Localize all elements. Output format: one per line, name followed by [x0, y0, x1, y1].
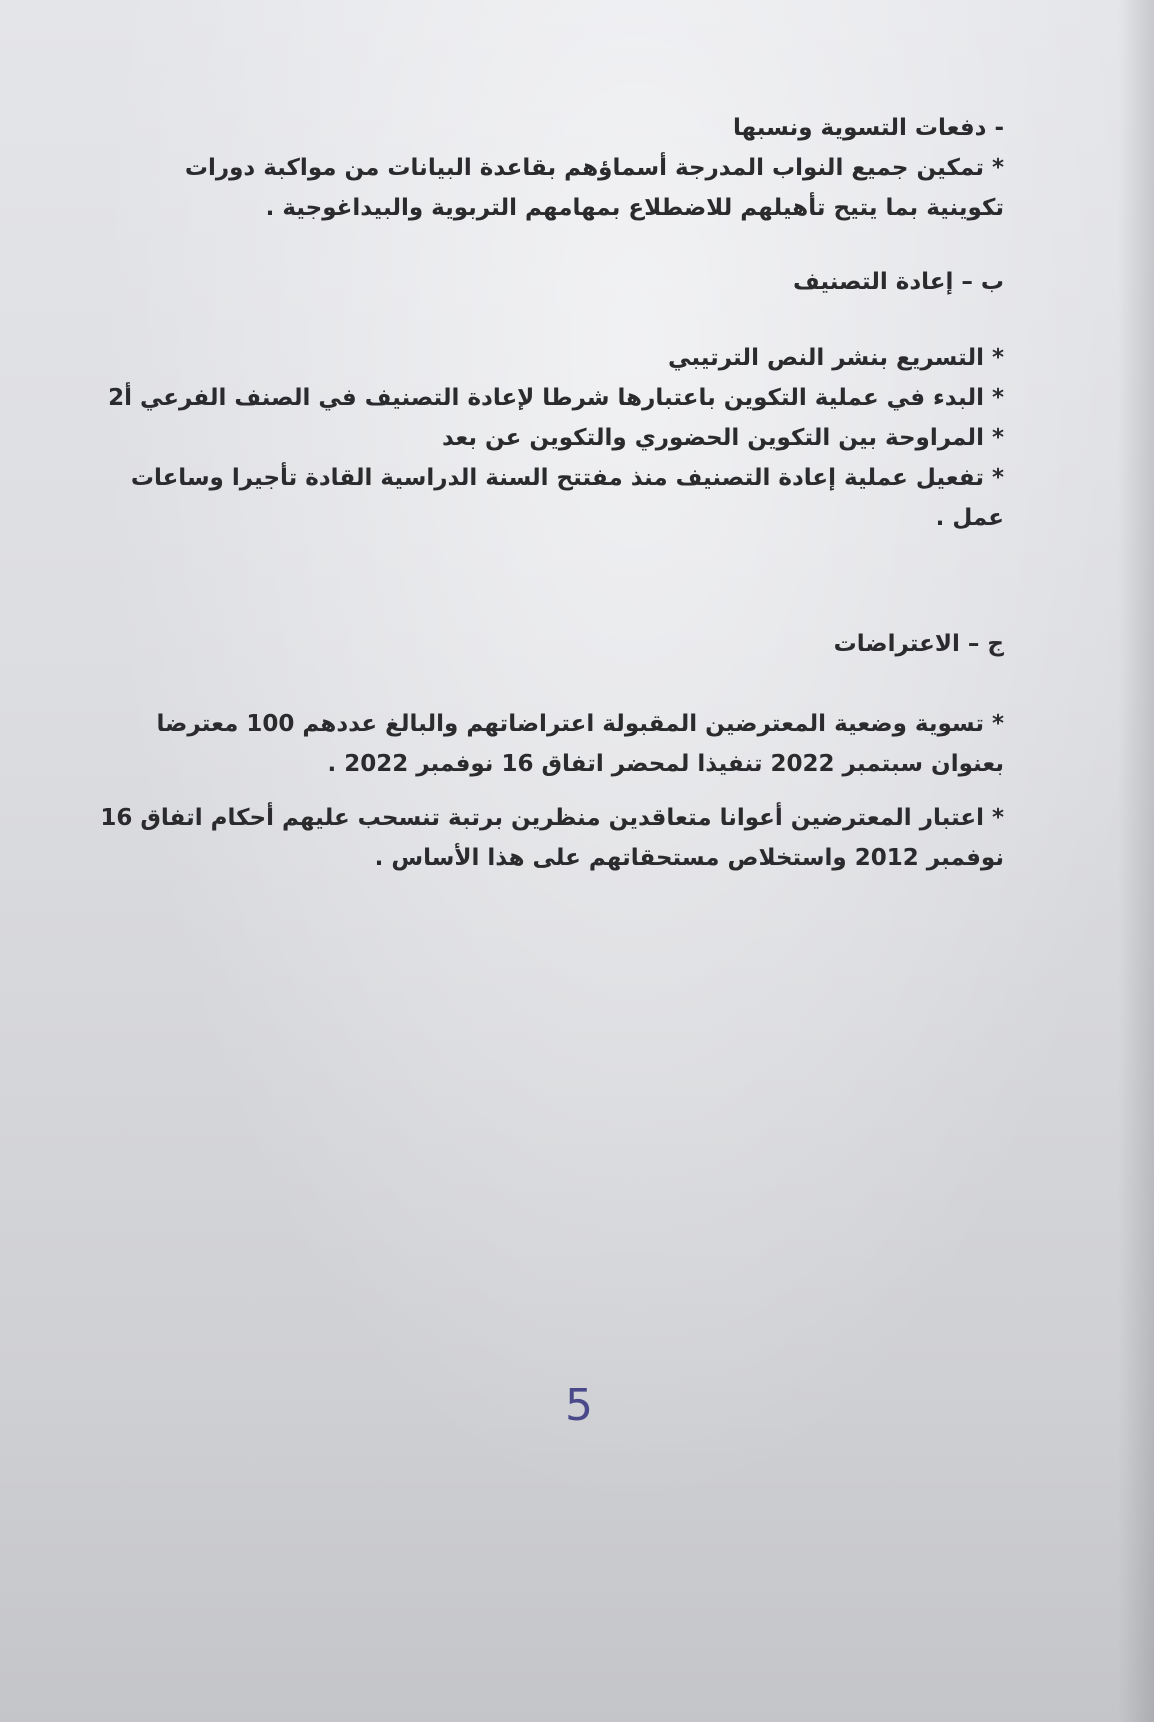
section-b-bullet-3: * المراوحة بين التكوين الحضوري والتكوين عن بعد	[442, 425, 1004, 451]
page-edge-shadow	[1118, 0, 1154, 1722]
section-c-bullet-1-line-2: بعنوان سبتمبر 2022 تنفيذا لمحضر اتفاق 16 نوفمبر 2022 .	[327, 751, 1004, 777]
section-b-title: ب – إعادة التصنيف	[793, 269, 1004, 295]
section-a-bullet-1-line-2: تكوينية بما يتيح تأهيلهم للاضطلاع بمهامهم التربوية والبيداغوجية .	[265, 195, 1004, 221]
section-b-bullet-1: * التسريع بنشر النص الترتيبي	[668, 345, 1004, 371]
section-c-bullet-2-line-2: نوفمبر 2012 واستخلاص مستحقاتهم على هذا الأساس .	[374, 845, 1004, 871]
document-body	[100, 108, 1004, 878]
section-c-bullet-1-line-1: * تسوية وضعية المعترضين المقبولة اعتراضاتهم والبالغ عددهم 100 معترضا	[156, 711, 1004, 737]
handwritten-page-number: 5	[565, 1380, 593, 1431]
section-c-bullet-2-line-1: * اعتبار المعترضين أعوانا متعاقدين منظرين برتبة تنسحب عليهم أحكام اتفاق 16	[100, 805, 1004, 831]
section-a-title: - دفعات التسوية ونسبها	[732, 115, 1004, 141]
section-b-bullet-2: * البدء في عملية التكوين باعتبارها شرطا لإعادة التصنيف في الصنف الفرعي أ2	[108, 385, 1004, 411]
section-a-bullet-1-line-1: * تمكين جميع النواب المدرجة أسماؤهم بقاعدة البيانات من مواكبة دورات	[184, 155, 1004, 181]
section-c-title: ج – الاعتراضات	[833, 631, 1004, 657]
section-b-bullet-4-line-2: عمل .	[935, 505, 1004, 531]
section-b-bullet-4-line-1: * تفعيل عملية إعادة التصنيف منذ مفتتح السنة الدراسية القادة تأجيرا وساعات	[130, 465, 1004, 491]
